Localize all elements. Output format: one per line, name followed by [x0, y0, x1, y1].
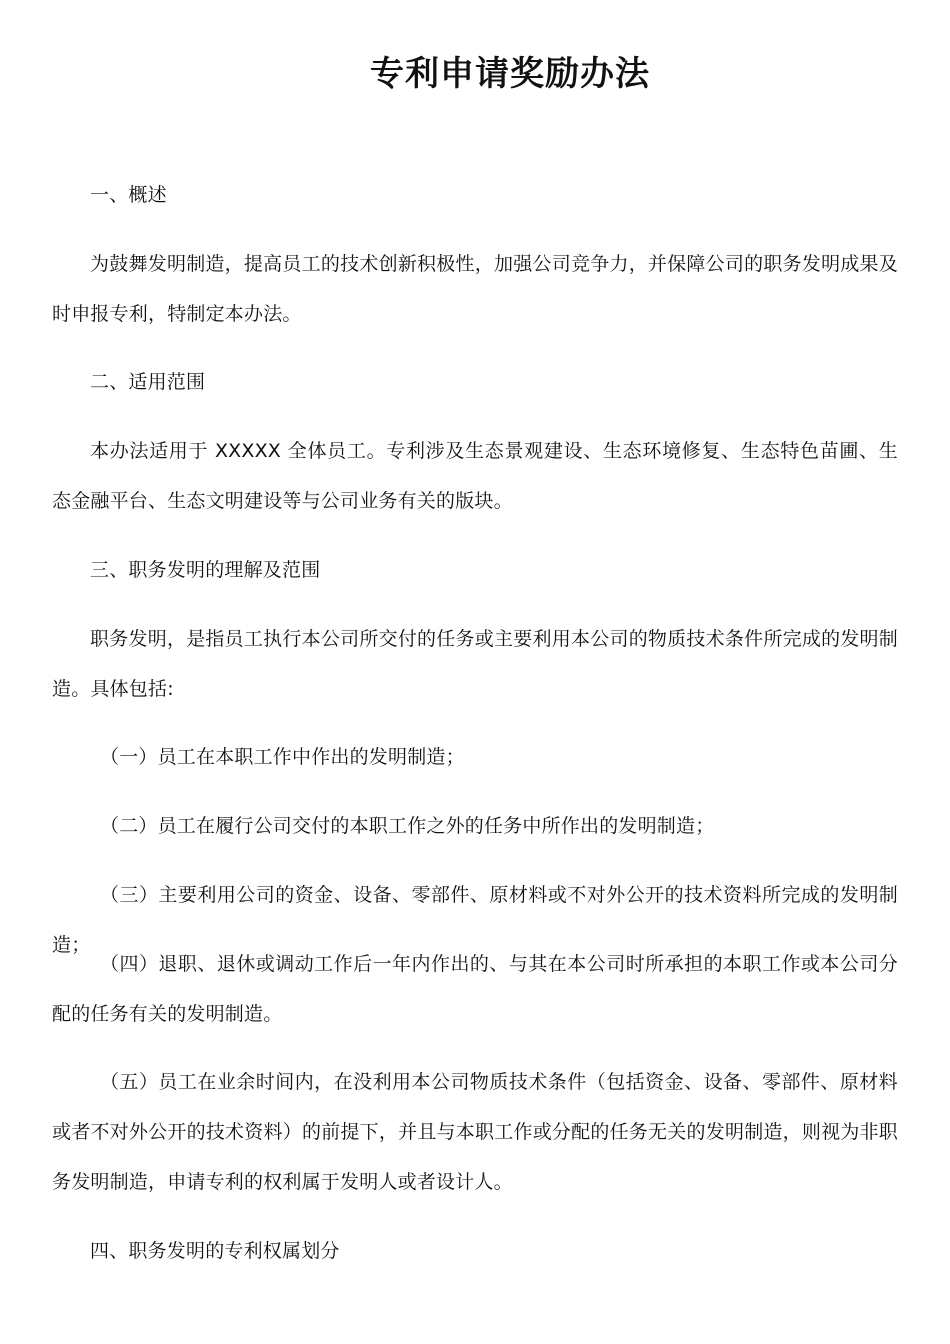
list-item-3: （三）主要利用公司的资金、设备、零部件、原材料或不对外公开的技术资料所完成的发明制造； [52, 884, 898, 956]
section-1-heading: 一、概述 [90, 184, 167, 206]
document-title: 专利申请奖励办法 [370, 54, 650, 94]
section-1-body: 为鼓舞发明制造，提高员工的技术创新积极性，加强公司竞争力，并保障公司的职务发明成果及时申报专利，特制定本办法。 [52, 253, 898, 325]
list-item-2: （二）员工在履行公司交付的本职工作之外的任务中所作出的发明制造； [100, 815, 715, 837]
section-3-heading: 三、职务发明的理解及范围 [90, 559, 321, 581]
section-2-body: 本办法适用于 XXXXX 全体员工。专利涉及生态景观建设、生态环境修复、生态特色苗圃、生态金融平台、生态文明建设等与公司业务有关的版块。 [52, 440, 898, 512]
section-3-body: 职务发明，是指员工执行本公司所交付的任务或主要利用本公司的物质技术条件所完成的发明制造。具体包括: [52, 628, 898, 700]
list-item-4: （四）退职、退休或调动工作后一年内作出的、与其在本公司时所承担的本职工作或本公司分配的任务有关的发明制造。 [52, 953, 898, 1025]
section-4-heading: 四、职务发明的专利权属划分 [90, 1240, 340, 1262]
list-item-1: （一）员工在本职工作中作出的发明制造； [100, 746, 465, 768]
section-2-heading: 二、适用范围 [90, 371, 206, 393]
list-item-5: （五）员工在业余时间内，在没利用本公司物质技术条件（包括资金、设备、零部件、原材料或者不对外公开的技术资料）的前提下，并且与本职工作或分配的任务无关的发明制造，则视为非职务发明制造，申请专利的权利属于发明人或者设计人。 [52, 1071, 898, 1193]
